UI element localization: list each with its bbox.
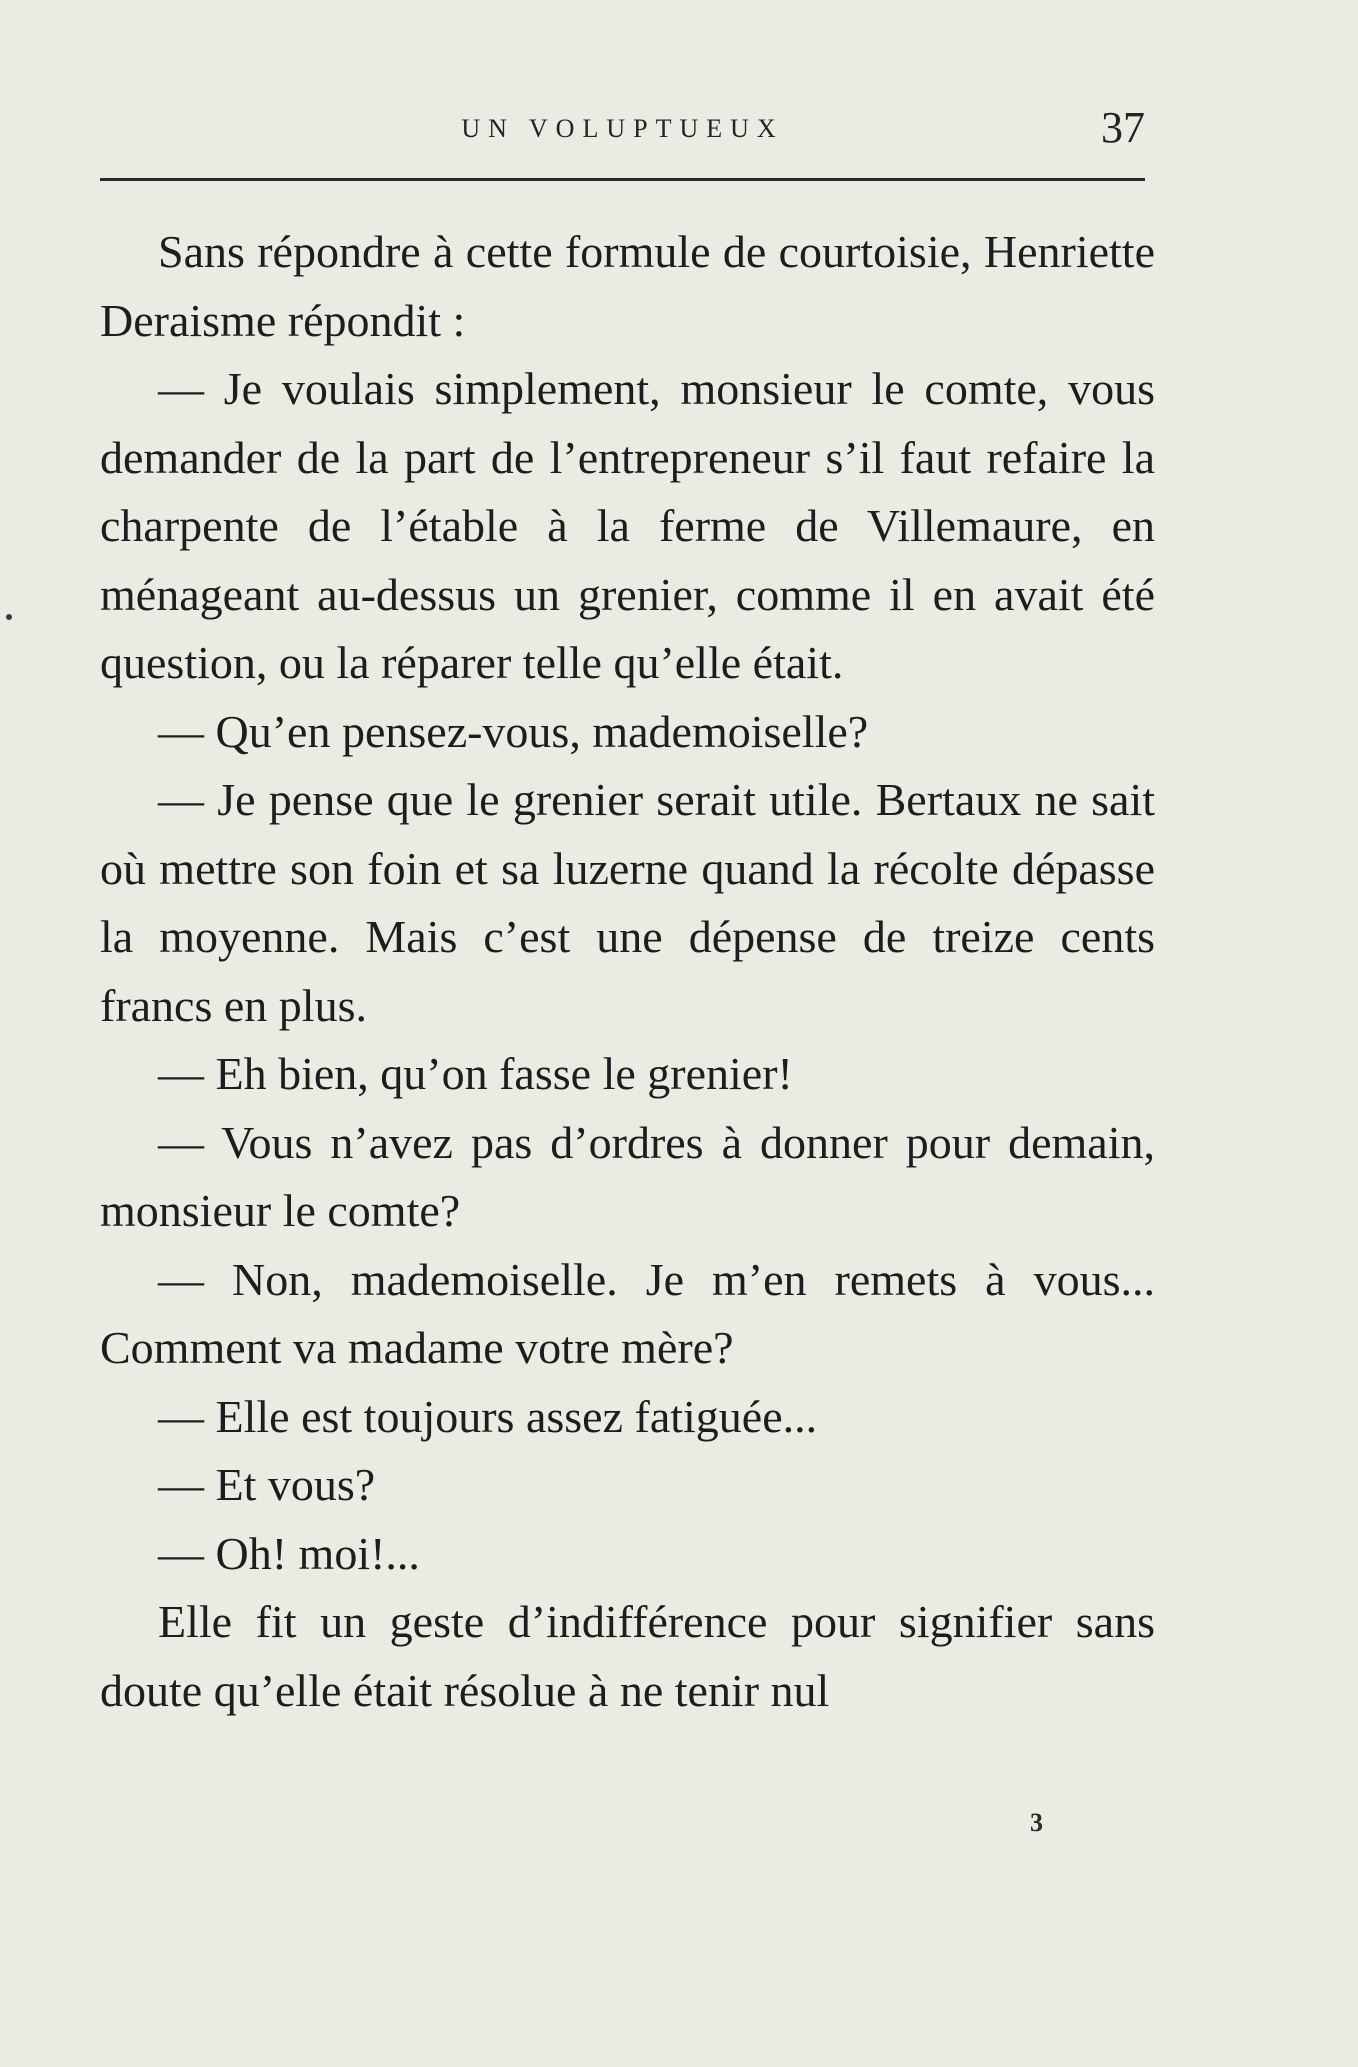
running-head bbox=[100, 103, 1145, 158]
signature-mark: 3 bbox=[1030, 1808, 1043, 1837]
paragraph: — Eh bien, qu’on fasse le grenier! bbox=[158, 1048, 793, 1099]
paragraph: Sans répondre à cette formule de courtoisie, Henriette Deraisme répondit : bbox=[100, 226, 1155, 346]
page-number: 37 bbox=[1101, 103, 1145, 152]
running-title: UN VOLUPTUEUX bbox=[461, 114, 784, 143]
paragraph: — Je pense que le grenier serait utile. Bertaux ne sait où mettre son foin et sa luzerne quand la récolte dépasse la moyenne. Mais c’est une dépense de treize cents francs en plus. bbox=[100, 774, 1155, 1031]
paragraph: — Et vous? bbox=[158, 1459, 376, 1510]
header-rule bbox=[100, 178, 1145, 181]
paragraph: — Vous n’avez pas d’ordres à donner pour demain, monsieur le comte? bbox=[100, 1116, 1155, 1236]
body-text bbox=[100, 218, 1155, 1725]
paragraph: — Oh! moi!... bbox=[158, 1527, 420, 1579]
paragraph: — Je voulais simplement, monsieur le comte, vous demander de la part de l’entrepreneur s’il faut refaire la charpente de l’étable à la ferme de Villemaure, en ménageant au-dessus un grenier, comme il en avait été question, ou la réparer telle qu’elle était. bbox=[100, 363, 1155, 688]
paragraph: — Elle est toujours assez fatiguée... bbox=[158, 1390, 818, 1442]
paper-speck bbox=[6, 614, 12, 620]
paragraph: — Qu’en pensez-vous, mademoiselle? bbox=[158, 705, 869, 757]
paragraph: Elle fit un geste d’indifférence pour signifier sans doute qu’elle était résolue à ne tenir nul bbox=[100, 1596, 1155, 1716]
paragraph: — Non, mademoiselle. Je m’en remets à vous... Comment va madame votre mère? bbox=[100, 1253, 1155, 1373]
